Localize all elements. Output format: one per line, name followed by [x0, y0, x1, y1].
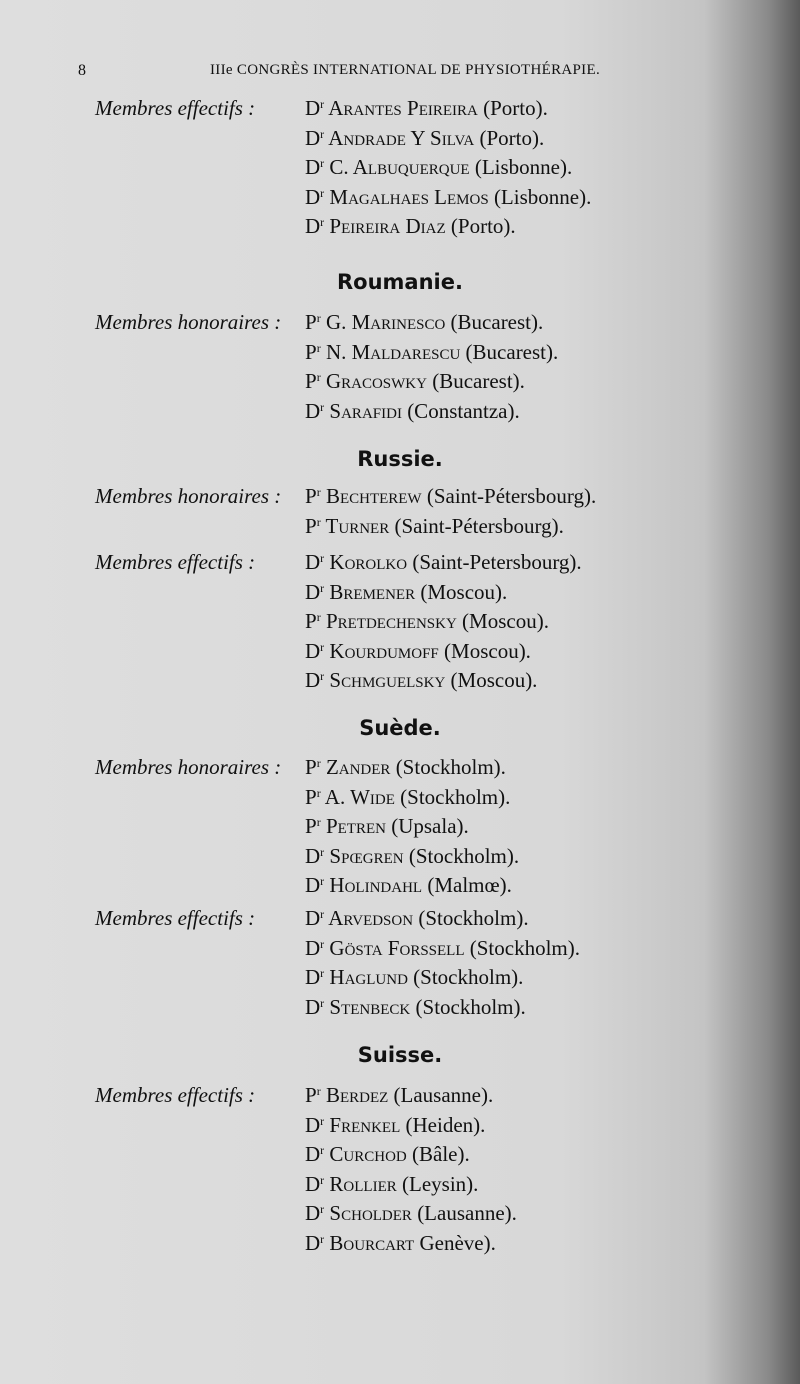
member-title: $D^r$	[305, 1201, 325, 1225]
member-city: (Bâle).	[412, 1142, 470, 1166]
member-city: (Saint-Pétersbourg).	[426, 484, 597, 508]
member-entry	[305, 310, 543, 335]
member-entry	[305, 844, 519, 869]
member-entry	[305, 936, 580, 961]
member-title: $D^r$	[305, 1112, 325, 1137]
member-entry	[305, 965, 523, 990]
member-city: (Lisbonne).	[474, 155, 573, 179]
member-entry	[305, 1083, 493, 1108]
member-name: Arvedson	[324, 906, 419, 930]
member-name: Petren	[320, 814, 392, 838]
member-entry	[305, 580, 507, 605]
member-entry	[305, 995, 526, 1020]
member-city: (Stockholm).	[408, 843, 520, 868]
member-name: Zander	[320, 755, 396, 779]
member-city: (Upsala).	[391, 814, 469, 838]
running-title: IIIe CONGRÈS INTERNATIONAL DE PHYSIOTHÉRAPIE.	[210, 62, 600, 78]
member-title: $D^r$	[305, 994, 325, 1019]
member-entry	[305, 609, 549, 634]
membership-category-label: Membres effectifs :	[95, 550, 256, 574]
member-city: (Moscou).	[420, 579, 508, 604]
member-city: (Lausanne).	[393, 1083, 494, 1107]
member-entry	[305, 1113, 485, 1138]
member-name: Sarafidi	[324, 398, 408, 423]
member-title: $P^r$	[305, 609, 321, 633]
member-title: $D^r$	[305, 1230, 325, 1255]
member-city: (Stockholm).	[469, 935, 580, 960]
member-entry	[305, 185, 591, 210]
member-title: $D^r$	[305, 398, 325, 423]
member-entry	[305, 484, 596, 509]
member-name: Frenkel	[324, 1112, 406, 1137]
member-name: Peireira Diaz	[324, 214, 451, 238]
member-city: Genève).	[419, 1230, 496, 1255]
member-city: (Constantza).	[407, 398, 520, 423]
member-entry	[305, 1172, 478, 1197]
membership-category-label: Membres effectifs :	[95, 1083, 256, 1107]
member-city: (Leysin).	[402, 1171, 479, 1196]
member-entry	[305, 814, 469, 839]
member-city: (Bucarest).	[432, 369, 525, 393]
member-name: Korolko	[324, 550, 413, 574]
member-title: $P^r$	[305, 784, 321, 809]
member-entry	[305, 668, 537, 693]
member-name: Magalhaes Lemos	[324, 184, 494, 209]
member-city: (Stockholm).	[415, 994, 526, 1019]
member-name: Haglund	[324, 965, 414, 989]
member-city: (Heiden).	[405, 1112, 486, 1137]
member-title: $D^r$	[305, 1171, 325, 1196]
country-heading: Suède.	[359, 716, 441, 740]
member-title: $P^r$	[305, 484, 321, 508]
member-entry	[305, 369, 525, 394]
member-title: $D^r$	[305, 184, 325, 209]
country-heading: Russie.	[357, 447, 443, 471]
membership-category-label: Membres honoraires :	[95, 310, 282, 334]
member-title: $P^r$	[305, 369, 321, 393]
member-title: $D^r$	[305, 965, 325, 989]
member-name: Bremener	[324, 579, 421, 604]
member-title: $P^r$	[305, 513, 321, 538]
member-city: (Saint-Petersbourg).	[412, 550, 582, 574]
membership-category-label: Membres effectifs :	[95, 906, 256, 930]
member-name: Rollier	[324, 1171, 402, 1196]
member-title: $D^r$	[305, 873, 325, 897]
member-title: $P^r$	[305, 755, 321, 779]
member-city: (Bucarest).	[465, 339, 559, 364]
member-city: (Saint-Pétersbourg).	[394, 513, 564, 538]
member-name: Spœgren	[324, 843, 409, 868]
member-entry	[305, 155, 572, 180]
member-name: Andrade Y Silva	[324, 125, 480, 150]
member-name: Bourcart	[324, 1230, 420, 1255]
member-entry	[305, 873, 512, 898]
member-name: N. Maldarescu	[320, 339, 466, 364]
member-name: Kourdumoff	[324, 638, 445, 663]
member-city: (Porto).	[450, 214, 516, 238]
member-entry	[305, 399, 520, 424]
member-title: $D^r$	[305, 579, 325, 604]
member-entry	[305, 126, 544, 151]
member-name: A. Wide	[320, 784, 401, 809]
member-name: Turner	[320, 513, 395, 538]
member-city: (Porto).	[483, 96, 548, 120]
member-entry	[305, 1231, 496, 1256]
member-title: $D^r$	[305, 96, 325, 120]
member-city: (Moscou).	[444, 638, 531, 663]
member-name: C. Albuquerque	[324, 155, 475, 179]
member-entry	[305, 96, 548, 121]
member-city: (Lausanne).	[417, 1201, 517, 1225]
member-title: $D^r$	[305, 843, 325, 868]
country-heading: Suisse.	[357, 1043, 443, 1067]
member-name: Schmguelsky	[324, 668, 451, 692]
member-title: $P^r$	[305, 1083, 321, 1107]
member-city: (Moscou).	[462, 609, 549, 633]
member-title: $D^r$	[305, 155, 325, 179]
member-title: $D^r$	[305, 1142, 325, 1166]
member-name: Curchod	[324, 1142, 413, 1166]
member-city: (Stockholm).	[395, 755, 506, 779]
member-city: (Bucarest).	[450, 310, 544, 334]
member-name: Scholder	[324, 1201, 418, 1225]
member-entry	[305, 340, 558, 365]
member-city: (Malmœ).	[427, 873, 512, 897]
member-entry	[305, 514, 564, 539]
member-title: $D^r$	[305, 935, 325, 960]
member-title: $D^r$	[305, 668, 325, 692]
member-title: $P^r$	[305, 814, 321, 838]
running-header	[78, 62, 738, 86]
member-city: (Porto).	[479, 125, 545, 150]
page-number: 8	[78, 62, 87, 79]
country-heading: Roumanie.	[337, 270, 463, 294]
member-name: Stenbeck	[324, 994, 416, 1019]
member-entry	[305, 906, 529, 931]
member-title: $P^r$	[305, 310, 321, 334]
membership-category-label: Membres honoraires :	[95, 484, 282, 508]
member-title: $P^r$	[305, 339, 321, 364]
member-entry	[305, 755, 506, 780]
member-city: (Moscou).	[450, 668, 538, 692]
member-city: (Stockholm).	[418, 906, 529, 930]
member-title: $D^r$	[305, 638, 325, 663]
member-city: (Lisbonne).	[493, 184, 592, 209]
member-name: Gracoswky	[320, 369, 433, 393]
member-name: Arantes Peireira	[324, 96, 484, 120]
membership-category-label: Membres honoraires :	[95, 755, 282, 779]
member-entry	[305, 639, 531, 664]
member-city: (Stockholm).	[413, 965, 524, 989]
member-city: (Stockholm).	[400, 784, 511, 809]
member-name: Bechterew	[320, 484, 427, 508]
member-title: $D^r$	[305, 125, 325, 150]
member-title: $D^r$	[305, 214, 325, 238]
member-name: Gösta Forssell	[324, 935, 470, 960]
membership-category-label: Membres effectifs :	[95, 96, 256, 120]
member-name: G. Marinesco	[320, 310, 451, 334]
member-title: $D^r$	[305, 550, 325, 574]
member-entry	[305, 785, 510, 810]
member-entry	[305, 214, 516, 239]
member-name: Pretdechensky	[320, 609, 463, 633]
member-title: $D^r$	[305, 906, 325, 930]
member-entry	[305, 550, 582, 575]
member-name: Holindahl	[324, 873, 428, 897]
member-entry	[305, 1201, 517, 1226]
member-name: Berdez	[320, 1083, 394, 1107]
member-entry	[305, 1142, 470, 1167]
